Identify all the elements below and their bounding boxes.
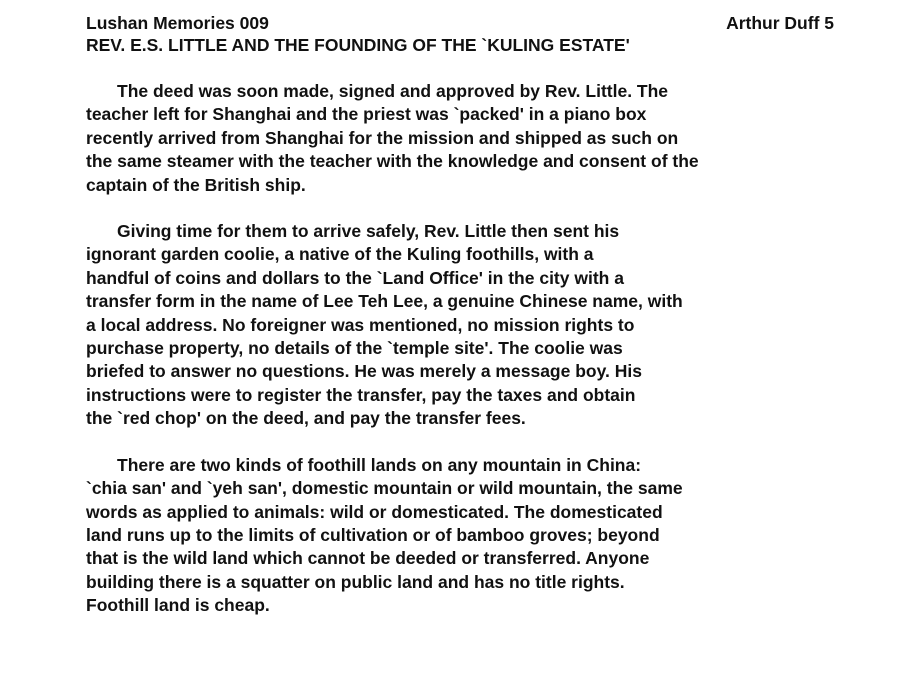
text-line: The deed was soon made, signed and approved by Rev. Little. The (117, 81, 669, 101)
text-line: instructions were to register the transfer, pay the taxes and obtain (86, 384, 636, 405)
text-line: transfer form in the name of Lee Teh Lee, a genuine Chinese name, with (86, 291, 683, 312)
author-page-label: Arthur Duff 5 (726, 13, 834, 33)
text-line: Foothill land is cheap. (86, 595, 270, 616)
text-line: land runs up to the limits of cultivation or of bamboo groves; beyond (86, 524, 660, 545)
page-header (86, 12, 834, 34)
text-line: the `red chop' on the deed, and pay the transfer fees. (86, 408, 526, 429)
document-page (86, 12, 876, 618)
paragraph-1 (86, 80, 876, 197)
paragraph-3 (86, 454, 876, 618)
page-title: REV. E.S. LITTLE AND THE FOUNDING OF THE `KULING ESTATE' (86, 35, 630, 55)
text-line: purchase property, no details of the `temple site'. The coolie was (86, 338, 623, 359)
text-line: handful of coins and dollars to the `Land Office' in the city with a (86, 267, 624, 288)
text-line: `chia san' and `yeh san', domestic mountain or wild mountain, the same (86, 478, 683, 499)
text-line: There are two kinds of foothill lands on any mountain in China: (117, 454, 642, 475)
text-line: that is the wild land which cannot be deeded or transferred. Anyone (86, 548, 650, 569)
text-line: briefed to answer no questions. He was merely a message boy. His (86, 361, 642, 382)
text-line: words as applied to animals: wild or domesticated. The domesticated (86, 501, 663, 522)
series-label: Lushan Memories 009 (86, 13, 269, 33)
text-line: ignorant garden coolie, a native of the Kuling foothills, with a (86, 244, 594, 265)
text-line: captain of the British ship. (86, 174, 306, 195)
text-line: the same steamer with the teacher with the knowledge and consent of the (86, 151, 699, 172)
text-line: building there is a squatter on public land and has no title rights. (86, 571, 625, 592)
text-line: Giving time for them to arrive safely, Rev. Little then sent his (117, 221, 620, 242)
paragraph-2 (86, 220, 876, 431)
text-line: recently arrived from Shanghai for the mission and shipped as such on (86, 127, 679, 148)
text-line: teacher left for Shanghai and the priest was `packed' in a piano box (86, 104, 647, 125)
text-line: a local address. No foreigner was mentioned, no mission rights to (86, 314, 635, 335)
